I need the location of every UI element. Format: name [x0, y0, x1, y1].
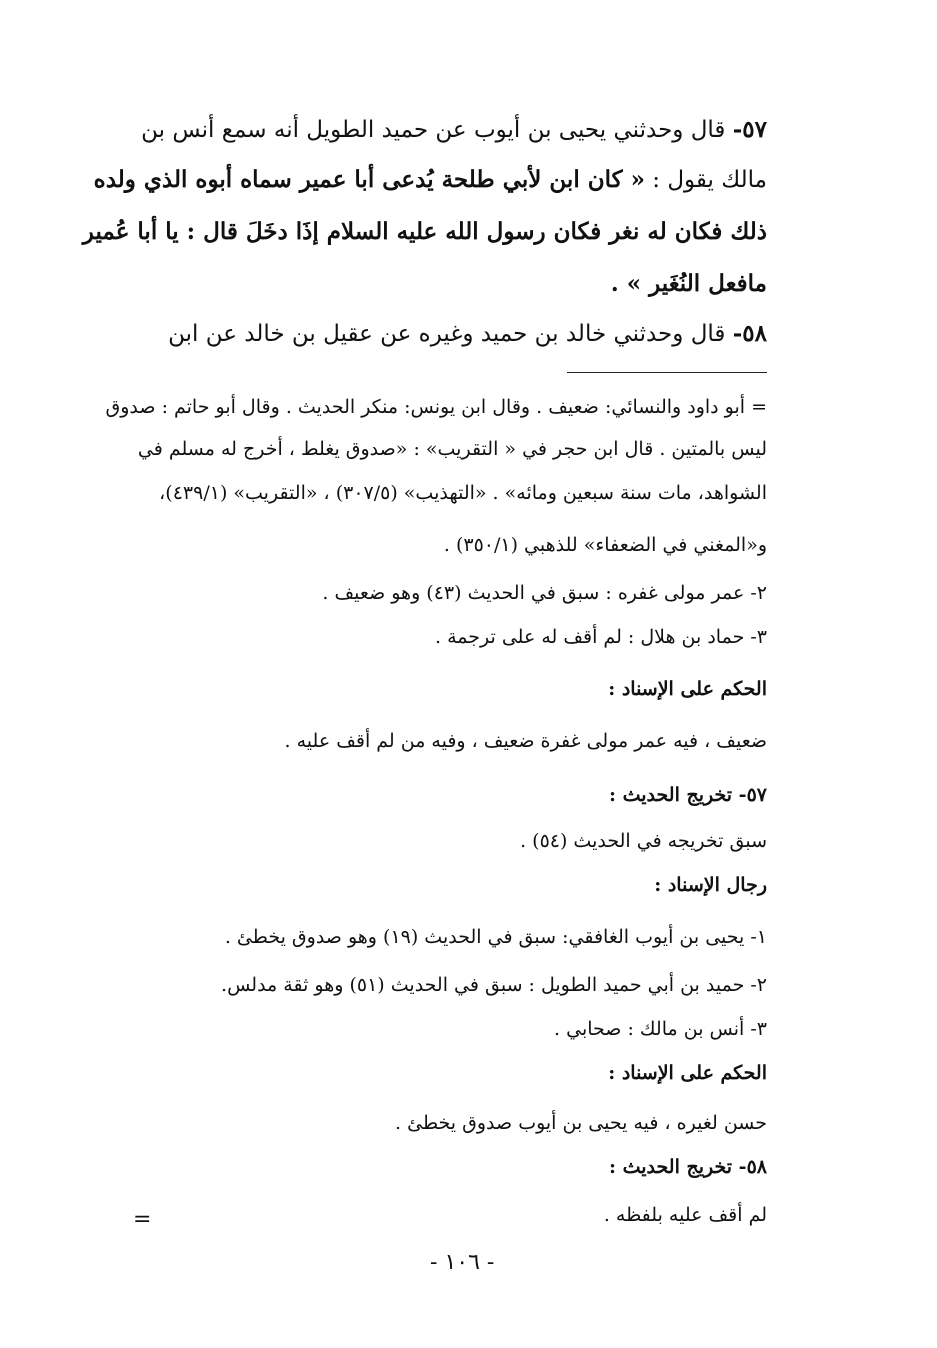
footnote-line-6: ٣- حماد بن هلال : لم أقف له على ترجمة .	[435, 626, 767, 648]
footnote-line-12: ١- يحيى بن أيوب الغافقي: سبق في الحديث (١٩) وهو صدوق يخطئ .	[224, 926, 767, 948]
hadith-58-text-1: قال وحدثني خالد بن حميد وغيره عن عقيل بن خالد عن ابن	[168, 321, 726, 347]
hadith-57-number: ٥٧-	[732, 116, 767, 143]
footnote-line-13: ٢- حميد بن أبي حميد الطويل : سبق في الحديث (٥١) وهو ثقة مدلس.	[221, 974, 767, 996]
hadith-57-line-1	[141, 118, 767, 142]
hadith-58-line-1	[168, 322, 767, 346]
footnote-line-2: ليس بالمتين . قال ابن حجر في « التقريب» : «صدوق يغلط ، أخرج له مسلم في	[137, 438, 767, 460]
footnote-line-10: سبق تخريجه في الحديث (٥٤) .	[520, 830, 767, 852]
footnote-line-14: ٣- أنس بن مالك : صحابي .	[554, 1018, 767, 1040]
hadith-58-number: ٥٨-	[732, 320, 767, 347]
continuation-mark: =	[133, 1207, 152, 1232]
footnote-line-8: ضعيف ، فيه عمر مولى غفرة ضعيف ، وفيه من لم أقف عليه .	[284, 730, 767, 752]
hadith-57-text-4: مافعل النُغَير » .	[610, 270, 767, 297]
hadith-57-line-2	[94, 168, 767, 192]
footnote-heading-verdict-1: الحكم على الإسناد :	[608, 678, 767, 700]
footnote-line-18: لم أقف عليه بلفظه .	[603, 1204, 767, 1226]
footnote-line-16: حسن لغيره ، فيه يحيى بن أيوب صدوق يخطئ .	[395, 1112, 767, 1134]
footnote-heading-takhrij-57: ٥٧- تخريج الحديث :	[608, 784, 767, 806]
footnote-separator	[567, 372, 767, 373]
hadith-57-line-3: ذلك فكان له نغر فكان رسول الله عليه السلام إذَا دخَلَ قال : يا أبا عُمير	[82, 218, 767, 245]
footnote-line-1: = أبو داود والنسائي: ضعيف . وقال ابن يونس: منكر الحديث . وقال أبو حاتم : صدوق	[105, 396, 767, 418]
hadith-57-text-1: قال وحدثني يحيى بن أيوب عن حميد الطويل أنه سمع أنس بن	[141, 117, 726, 143]
footnote-line-3: الشواهد، مات سنة سبعين ومائه» . «التهذيب» (٣٠٧/٥) ، «التقريب» (٤٣٩/١)،	[159, 482, 767, 504]
footnote-line-5: ٢- عمر مولى غفره : سبق في الحديث (٤٣) وهو ضعيف .	[322, 582, 767, 604]
footnote-heading-narrators: رجال الإسناد :	[654, 874, 767, 896]
hadith-57-line-4	[611, 272, 767, 296]
hadith-57-text-2b: « كان ابن لأبي طلحة يُدعى أبا عمير سماه أبوه الذي ولده	[93, 166, 645, 193]
page-number: - ١٠٦ -	[430, 1250, 495, 1275]
footnote-heading-verdict-2: الحكم على الإسناد :	[608, 1062, 767, 1084]
footnote-line-4: و«المغني في الضعفاء» للذهبي (٣٥٠/١) .	[443, 534, 767, 556]
hadith-57-text-2a: مالك يقول :	[652, 167, 767, 193]
footnote-heading-takhrij-58: ٥٨- تخريج الحديث :	[608, 1156, 767, 1178]
